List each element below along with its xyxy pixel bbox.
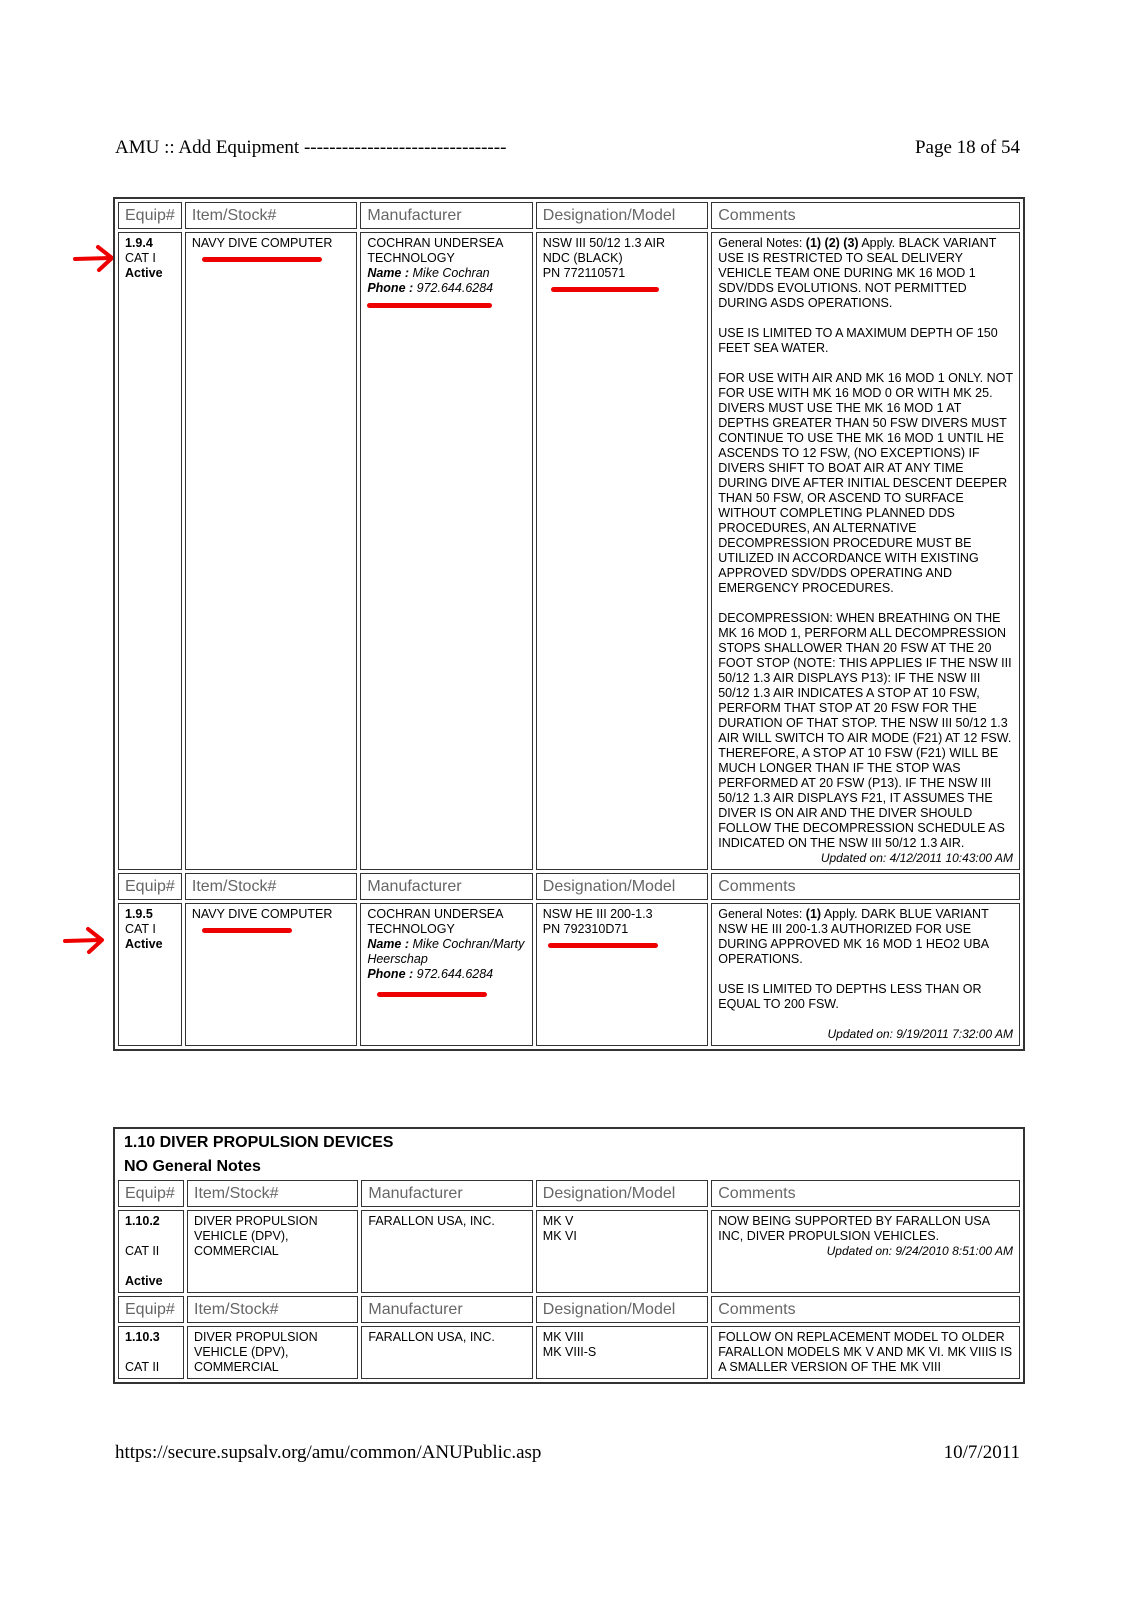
manufacturer-cell: FARALLON USA, INC. <box>361 1210 532 1293</box>
section-title: 1.10 DIVER PROPULSION DEVICES <box>124 1134 394 1151</box>
footer-url[interactable]: https://secure.supsalv.org/amu/common/ANUPublic.asp <box>115 1442 542 1463</box>
table-row <box>118 903 1020 1046</box>
notes-text: Apply. DARK BLUE VARIANT NSW HE III 200-1.3 AUTHORIZED FOR USE DURING APPROVED MK 16 MOD 1 HEO2 UBA OPERATIONS. <box>718 907 989 966</box>
updated-timestamp: Updated on: 9/24/2010 8:51:00 AM <box>826 1244 1013 1258</box>
col-header-model: Designation/Model <box>536 1296 708 1323</box>
table-header-row <box>118 202 1020 229</box>
equip-cell <box>118 232 182 870</box>
manufacturer-cell: FARALLON USA, INC. <box>361 1326 532 1379</box>
red-underline <box>202 257 322 262</box>
col-header-model: Designation/Model <box>536 873 708 900</box>
equip-status: Active <box>125 266 163 280</box>
notes-text: Apply. BLACK VARIANT USE IS RESTRICTED TO SEAL DELIVERY VEHICLE TEAM ONE DURING MK 16 MOD 1 SDV/DDS EVOLUTIONS. NOT PERMITTED DURING ASDS OPERATIONS. <box>718 236 997 310</box>
contact-phone: 972.644.6284 <box>416 967 494 981</box>
red-underline <box>202 928 292 933</box>
item-text: NAVY DIVE COMPUTER <box>191 236 333 250</box>
model-line: MK VI <box>542 1229 577 1243</box>
col-header-item: Item/Stock# <box>185 202 357 229</box>
col-header-manufacturer: Manufacturer <box>361 1296 532 1323</box>
section-subtitle: NO General Notes <box>124 1158 261 1175</box>
comments-cell: FOLLOW ON REPLACEMENT MODEL TO OLDER FARALLON MODELS MK V AND MK VI. MK VIIIS IS A SMALLER VERSION OF THE MK VIII <box>711 1326 1020 1379</box>
equip-cell <box>118 1326 184 1379</box>
col-header-equip: Equip# <box>118 1296 184 1323</box>
model-line: NSW III 50/12 1.3 AIR <box>542 236 666 250</box>
col-header-item: Item/Stock# <box>187 1180 358 1207</box>
annotation-arrow-icon <box>72 243 117 273</box>
manufacturer-cell <box>360 232 532 870</box>
red-underline <box>367 303 492 308</box>
col-header-item: Item/Stock# <box>187 1296 358 1323</box>
comment-paragraph: DECOMPRESSION: WHEN BREATHING ON THE MK 16 MOD 1, PERFORM ALL DECOMPRESSION STOPS SHALLOWER THAN 20 FSW AT THE 20 FOOT STOP (NOTE: THIS APPLIES IF THE NSW III 50/12 1.3 AIR DISPLAYS P13): IF THE NSW III 50/12 1.3 AIR INDICATES A STOP AT 10 FSW, PERFORM THAT STOP AT 20 FSW FOR THE DURATION OF THAT STOP. THE NSW III 50/12 1.3 AIR WILL SWITCH TO AIR MODE (F21) AT 12 FSW. THEREFORE, A STOP AT 10 FSW (F21) WILL BE MUCH LONGER THAN IF THE STOP WAS PERFORMED AT 20 FSW (P13). IF THE NSW III 50/12 1.3 AIR DISPLAYS F21, IT ASSUMES THE DIVER IS ON AIR AND THE DIVER SHOULD FOLLOW THE DECOMPRESSION SCHEDULE AS INDICATED ON THE NSW III 50/12 1.3 AIR. <box>718 611 1012 850</box>
page-header <box>115 137 1020 159</box>
updated-timestamp: Updated on: 4/12/2011 10:43:00 AM <box>820 851 1013 865</box>
red-underline <box>548 943 658 948</box>
model-cell <box>536 903 708 1046</box>
equip-category: CAT I <box>125 922 156 936</box>
updated-timestamp: Updated on: 9/19/2011 7:32:00 AM <box>827 1027 1013 1041</box>
table-header-row <box>118 1180 1020 1207</box>
comments-cell <box>711 232 1020 870</box>
page-footer <box>115 1442 1020 1464</box>
table-row <box>118 1210 1020 1293</box>
col-header-manufacturer: Manufacturer <box>360 202 532 229</box>
equip-cell <box>118 1210 184 1293</box>
model-line: PN 792310D71 <box>542 922 629 936</box>
model-line: MK VIII-S <box>542 1345 597 1359</box>
item-cell: DIVER PROPULSION VEHICLE (DPV), COMMERCIAL <box>187 1326 358 1379</box>
model-cell <box>536 1326 708 1379</box>
comment-paragraph: FOR USE WITH AIR AND MK 16 MOD 1 ONLY. NOT FOR USE WITH MK 16 MOD 0 OR WITH MK 25. DIVERS MUST USE THE MK 16 MOD 1 AT DEPTHS GREATER THAN 50 FSW DIVERS MUST CONTINUE TO USE THE MK 16 MOD 1 UNTIL HE ASCENDS TO 12 FSW, (NO EXCEPTIONS) IF DIVERS SHIFT TO BOAT AIR AT ANY TIME DURING DIVE AFTER INITIAL DESCENT DEEPER THAN 50 FSW, OR ASCEND TO SURFACE WITHOUT COMPLETING PLANNED DDS PROCEDURES, AN ALTERNATIVE DECOMPRESSION PROCEDURE MUST BE UTILIZED IN ACCORDANCE WITH EXISTING APPROVED SDV/DDS OPERATING AND EMERGENCY PROCEDURES. <box>718 371 1013 595</box>
model-line: MK V <box>542 1214 574 1228</box>
contact-name-label: Name : <box>367 266 410 280</box>
item-text: NAVY DIVE COMPUTER <box>191 907 333 921</box>
contact-name: Mike Cochran/Marty Heerschap <box>367 937 525 966</box>
equip-status: Active <box>125 937 163 951</box>
manufacturer-name: COCHRAN UNDERSEA TECHNOLOGY <box>367 907 503 936</box>
comment-text: NOW BEING SUPPORTED BY FARALLON USA INC, DIVER PROPULSION VEHICLES. <box>718 1214 990 1243</box>
manufacturer-cell <box>360 903 532 1046</box>
comment-paragraph: USE IS LIMITED TO DEPTHS LESS THAN OR EQUAL TO 200 FSW. <box>718 982 982 1011</box>
equipment-table-dive-computers <box>113 197 1025 1051</box>
contact-phone: 972.644.6284 <box>416 281 494 295</box>
red-underline <box>551 287 659 292</box>
model-line: NDC (BLACK) <box>542 251 623 265</box>
comments-cell <box>711 903 1020 1046</box>
notes-refs: (1) <box>805 907 822 921</box>
item-cell <box>185 232 357 870</box>
item-cell <box>185 903 357 1046</box>
model-cell <box>536 232 708 870</box>
col-header-comments: Comments <box>711 202 1020 229</box>
col-header-manufacturer: Manufacturer <box>361 1180 532 1207</box>
notes-refs: (1) (2) (3) <box>805 236 859 250</box>
col-header-equip: Equip# <box>118 1180 184 1207</box>
item-cell: DIVER PROPULSION VEHICLE (DPV), COMMERCIAL <box>187 1210 358 1293</box>
col-header-equip: Equip# <box>118 873 182 900</box>
notes-prefix: General Notes: <box>718 236 806 250</box>
footer-date: 10/7/2011 <box>943 1442 1020 1463</box>
col-header-model: Designation/Model <box>536 202 708 229</box>
col-header-manufacturer: Manufacturer <box>360 873 532 900</box>
model-line: NSW HE III 200-1.3 <box>542 907 653 921</box>
contact-phone-label: Phone : <box>367 967 414 981</box>
equip-number: 1.10.2 <box>125 1214 160 1228</box>
equip-category: CAT I <box>125 251 156 265</box>
table-header-row <box>118 1296 1020 1323</box>
col-header-item: Item/Stock# <box>185 873 357 900</box>
equip-number: 1.9.5 <box>125 907 153 921</box>
equip-status: Active <box>125 1274 163 1288</box>
annotation-arrow-icon <box>62 925 107 955</box>
contact-name: Mike Cochran <box>412 266 490 280</box>
table-row <box>118 232 1020 870</box>
equip-cell <box>118 903 182 1046</box>
model-line: PN 772110571 <box>542 266 626 280</box>
col-header-comments: Comments <box>711 1296 1020 1323</box>
section-subtitle-row <box>118 1156 1020 1177</box>
col-header-equip: Equip# <box>118 202 182 229</box>
section-title-row <box>118 1132 1020 1153</box>
equip-number: 1.9.4 <box>125 236 153 250</box>
manufacturer-name: COCHRAN UNDERSEA TECHNOLOGY <box>367 236 503 265</box>
comment-paragraph: USE IS LIMITED TO A MAXIMUM DEPTH OF 150 FEET SEA WATER. <box>718 326 998 355</box>
red-underline <box>377 992 487 997</box>
col-header-model: Designation/Model <box>536 1180 708 1207</box>
table-header-row <box>118 873 1020 900</box>
equip-number: 1.10.3 <box>125 1330 160 1344</box>
page-number: Page 18 of 54 <box>914 137 1020 158</box>
notes-prefix: General Notes: <box>718 907 806 921</box>
col-header-comments: Comments <box>711 873 1020 900</box>
equip-category: CAT II <box>125 1244 160 1258</box>
model-line: MK VIII <box>542 1330 584 1344</box>
table-row <box>118 1326 1020 1379</box>
header-title: AMU :: Add Equipment -------------------------------- <box>115 137 507 158</box>
contact-phone-label: Phone : <box>367 281 414 295</box>
contact-name-label: Name : <box>367 937 410 951</box>
model-cell <box>536 1210 708 1293</box>
equipment-table-propulsion <box>113 1127 1025 1384</box>
comments-cell <box>711 1210 1020 1293</box>
equip-category: CAT II <box>125 1360 160 1374</box>
col-header-comments: Comments <box>711 1180 1020 1207</box>
